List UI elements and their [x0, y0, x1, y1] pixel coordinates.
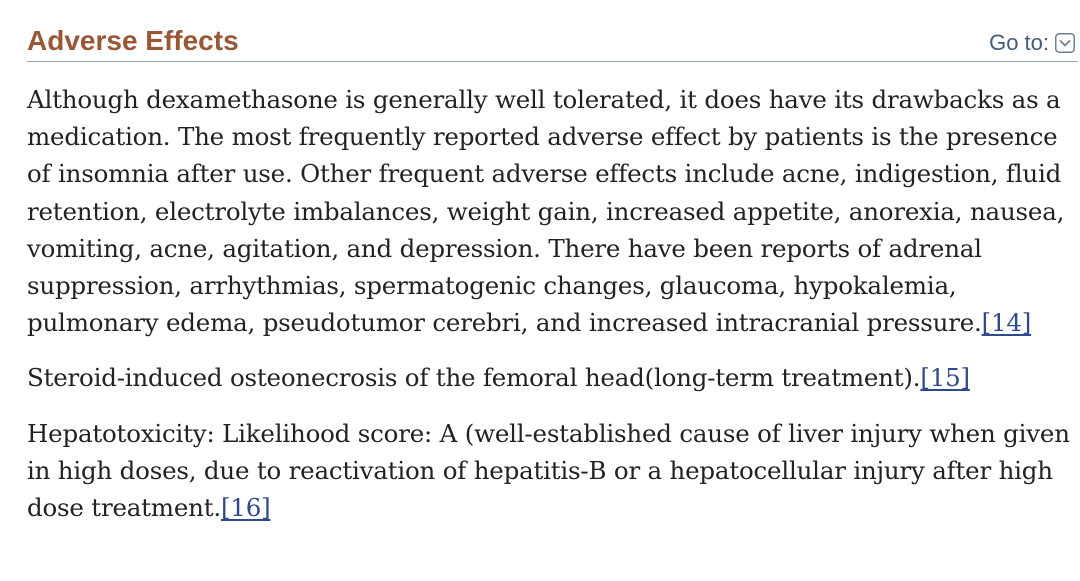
paragraph-side-effects — [27, 81, 1078, 341]
section-header — [27, 22, 1078, 62]
paragraph-osteonecrosis — [27, 359, 1078, 396]
citation-link[interactable]: [16] — [220, 493, 271, 523]
paragraph-hepatotoxicity — [27, 415, 1078, 527]
paragraph-text: Steroid-induced osteonecrosis of the femoral head(long-term treatment). — [27, 363, 921, 393]
citation-link[interactable]: [14] — [981, 308, 1032, 338]
citation-link[interactable]: [15] — [920, 363, 970, 393]
adverse-effects-section — [27, 22, 1078, 526]
paragraph-text: Although dexamethasone is generally well tolerated, it does have its drawbacks as a medication. The most frequently reported adverse effect by patients is the presence of insomnia after use. Other frequent adverse effects include acne, indigestion, fluid retention, electrolyte imbalances, weight gain, increased appetite, anorexia, nausea, vomiting, acne, agitation, and depression. There have been reports of adrenal suppression, arrhythmias, spermatogenic changes, glaucoma, hypokalemia, pulmonary edema, pseudotumor cerebri, and increased intracranial pressure. — [27, 85, 1065, 338]
chevron-down-box-icon[interactable] — [1055, 33, 1075, 53]
goto-menu[interactable] — [989, 30, 1075, 56]
goto-label[interactable]: Go to: — [989, 30, 1049, 55]
paragraph-text: Hepatotoxicity: Likelihood score: A (well-established cause of liver injury when given in high doses, due to reactivation of hepatitis-B or a hepatocellular injury after high dose treatment. — [27, 418, 1070, 523]
section-title: Adverse Effects — [27, 25, 239, 56]
